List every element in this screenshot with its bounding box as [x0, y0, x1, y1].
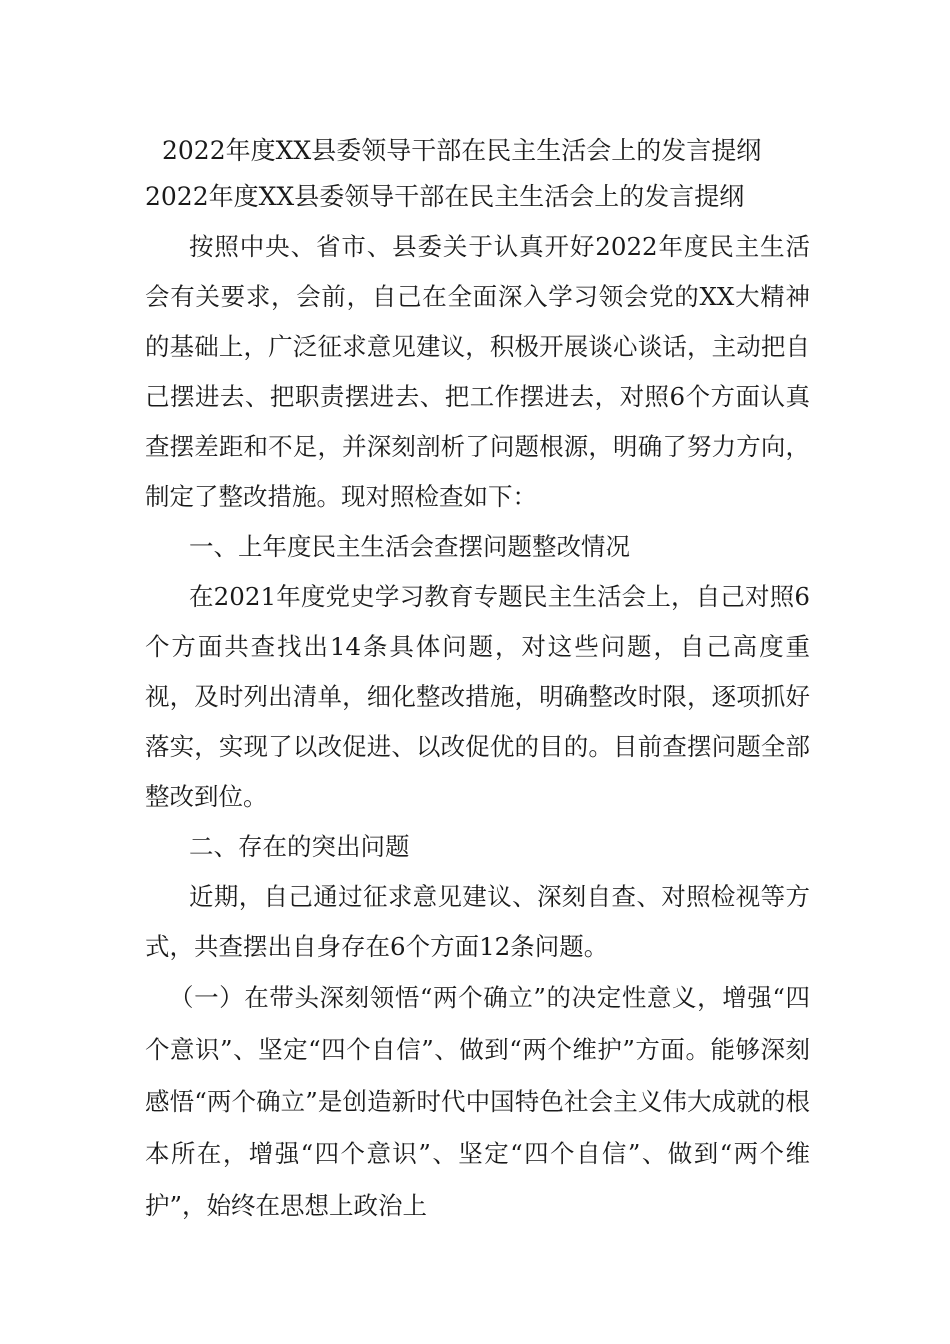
- section-2-heading: 二、存在的突出问题: [189, 832, 410, 861]
- document-body: [145, 128, 810, 1232]
- subsection-1-paragraph: （一）在带头深刻领悟“两个确立”的决定性意义，增强“四个意识”、坚定“四个自信”、做到“两个维护”方面。能够深刻感悟“两个确立”是创造新时代中国特色社会主义伟大成就的根本所在，增强“四个意识”、坚定“四个自信”、做到“两个维护”，始终在思想上政治上: [145, 983, 810, 1220]
- section-1-paragraph: 在2021年度党史学习教育专题民主生活会上，自己对照6个方面共查找出14条具体问题，对这些问题，自己高度重视，及时列出清单，细化整改措施，明确整改时限，逐项抓好落实，实现了以改促进、以改促优的目的。目前查摆问题全部整改到位。: [145, 582, 810, 811]
- section-2-paragraph: 近期，自己通过征求意见建议、深刻自查、对照检视等方式，共查摆出自身存在6个方面12条问题。: [145, 882, 810, 961]
- section-1-heading: 一、上年度民主生活会查摆问题整改情况: [189, 532, 630, 561]
- document-title-line-2: 2022年度XX县委领导干部在民主生活会上的发言提纲: [145, 182, 745, 211]
- document-title-line-1: 2022年度XX县委领导干部在民主生活会上的发言提纲: [162, 136, 762, 165]
- intro-paragraph: 按照中央、省市、县委关于认真开好2022年度民主生活会有关要求，会前，自己在全面深入学习领会党的XX大精神的基础上，广泛征求意见建议，积极开展谈心谈话，主动把自己摆进去、把职责摆进去、把工作摆进去，对照6个方面认真查摆差距和不足，并深刻剖析了问题根源，明确了努力方向，制定了整改措施。现对照检查如下：: [145, 232, 810, 511]
